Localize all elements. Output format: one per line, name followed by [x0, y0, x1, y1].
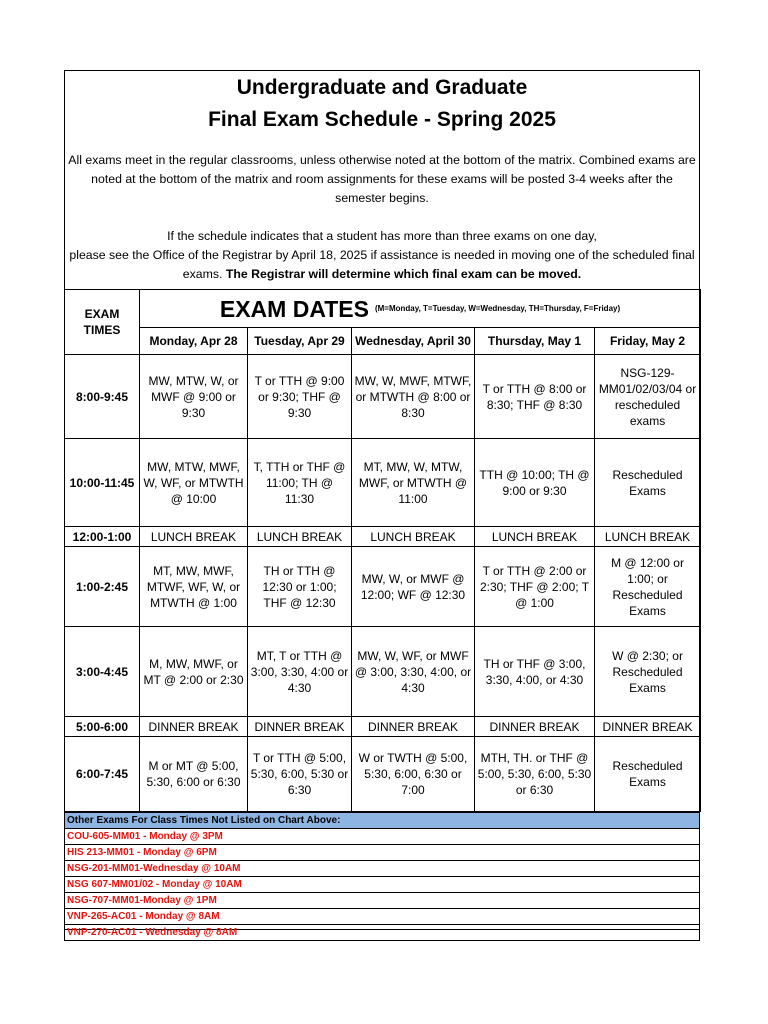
title-line-2: Final Exam Schedule - Spring 2025: [208, 108, 556, 131]
exam-cell: DINNER BREAK: [248, 717, 352, 737]
day-header: Friday, May 2: [595, 328, 701, 355]
table-row: [65, 547, 701, 627]
time-slot: 5:00-6:00: [65, 717, 140, 737]
exam-cell: T or TTH @ 8:00 or 8:30; THF @ 8:30: [475, 355, 595, 439]
exam-cell: MW, W, WF, or MWF @ 3:00, 3:30, 4:00, or 4:30: [352, 627, 475, 717]
exam-cell: W or TWTH @ 5:00, 5:30, 6:00, 6:30 or 7:00: [352, 737, 475, 812]
table-row: [65, 627, 701, 717]
exam-cell: T, TTH or THF @ 11:00; TH @ 11:30: [248, 439, 352, 527]
exam-cell: MT, MW, MWF, MTWF, WF, W, or MTWTH @ 1:00: [140, 547, 248, 627]
exam-cell: TH or TTH @ 12:30 or 1:00; THF @ 12:30: [248, 547, 352, 627]
time-slot: 1:00-2:45: [65, 547, 140, 627]
exam-dates-header: [140, 290, 701, 328]
registrar-notice: [66, 227, 698, 284]
table-row: [65, 737, 701, 812]
exam-schedule-table: [64, 289, 701, 812]
exam-cell: M, MW, MWF, or MT @ 2:00 or 2:30: [140, 627, 248, 717]
notice-bold: The Registrar will determine which final exam can be moved.: [225, 267, 582, 281]
exam-cell: Rescheduled Exams: [595, 439, 701, 527]
other-exam-item: COU-605-MM01 - Monday @ 3PM: [65, 829, 700, 845]
day-header: Thursday, May 1: [475, 328, 595, 355]
exam-cell: T or TTH @ 2:00 or 2:30; THF @ 2:00; T @ 1:00: [475, 547, 595, 627]
day-header: Wednesday, April 30: [352, 328, 475, 355]
notice-line-2: please see the Office of the Registrar by April 18, 2025 if assistance is needed in moving one of the scheduled final exams.: [69, 248, 695, 281]
exam-cell: DINNER BREAK: [475, 717, 595, 737]
exam-cell: MT, T or TTH @ 3:00, 3:30, 4:00 or 4:30: [248, 627, 352, 717]
exam-cell: M @ 12:00 or 1:00; or Rescheduled Exams: [595, 547, 701, 627]
other-exams-header: Other Exams For Class Times Not Listed on Chart Above:: [65, 813, 700, 829]
exam-cell: LUNCH BREAK: [140, 527, 248, 547]
title-line-1: Undergraduate and Graduate: [236, 76, 528, 99]
exam-cell: TH or THF @ 3:00, 3:30, 4:00, or 4:30: [475, 627, 595, 717]
exam-cell: T or TTH @ 9:00 or 9:30; THF @ 9:30: [248, 355, 352, 439]
exam-cell: MW, W, MWF, MTWF, or MTWTH @ 8:00 or 8:30: [352, 355, 475, 439]
other-exam-item: NSG-707-MM01-Monday @ 1PM: [65, 893, 700, 909]
time-slot: 8:00-9:45: [65, 355, 140, 439]
exam-cell: W @ 2:30; or Rescheduled Exams: [595, 627, 701, 717]
exam-cell: MW, MTW, W, or MWF @ 9:00 or 9:30: [140, 355, 248, 439]
table-row: [65, 527, 701, 547]
day-header: Tuesday, Apr 29: [248, 328, 352, 355]
exam-cell: LUNCH BREAK: [352, 527, 475, 547]
other-exam-item: HIS 213-MM01 - Monday @ 6PM: [65, 845, 700, 861]
exam-cell: NSG-129-MM01/02/03/04 or rescheduled exams: [595, 355, 701, 439]
intro-paragraph: All exams meet in the regular classrooms, unless otherwise noted at the bottom of the matrix. Combined exams are noted at the bottom of the matrix and room assignments for these exams will be posted 3-4 weeks after the semester begins.: [68, 153, 696, 205]
day-abbrev-legend: (M=Monday, T=Tuesday, W=Wednesday, TH=Thursday, F=Friday): [374, 303, 621, 313]
table-row: [65, 355, 701, 439]
time-slot: 10:00-11:45: [65, 439, 140, 527]
other-exam-item: NSG-201-MM01-Wednesday @ 10AM: [65, 861, 700, 877]
other-exam-item: NSG 607-MM01/02 - Monday @ 10AM: [65, 877, 700, 893]
time-slot: 6:00-7:45: [65, 737, 140, 812]
exam-times-header: EXAM TIMES: [65, 290, 140, 355]
exam-cell: TTH @ 10:00; TH @ 9:00 or 9:30: [475, 439, 595, 527]
exam-cell: MW, MTW, MWF, W, WF, or MTWTH @ 10:00: [140, 439, 248, 527]
exam-cell: DINNER BREAK: [140, 717, 248, 737]
time-slot: 12:00-1:00: [65, 527, 140, 547]
exam-cell: MTH, TH. or THF @ 5:00, 5:30, 6:00, 5:30 or 6:30: [475, 737, 595, 812]
other-exams-table: [64, 812, 700, 941]
exam-cell: MW, W, or MWF @ 12:00; WF @ 12:30: [352, 547, 475, 627]
time-slot: 3:00-4:45: [65, 627, 140, 717]
exam-cell: LUNCH BREAK: [248, 527, 352, 547]
exam-cell: T or TTH @ 5:00, 5:30, 6:00, 5:30 or 6:30: [248, 737, 352, 812]
table-row: [65, 717, 701, 737]
exam-cell: Rescheduled Exams: [595, 737, 701, 812]
exam-cell: LUNCH BREAK: [595, 527, 701, 547]
exam-cell: DINNER BREAK: [595, 717, 701, 737]
exam-dates-label: EXAM DATES: [219, 295, 369, 322]
notice-line-1: If the schedule indicates that a student has more than three exams on one day,: [167, 229, 597, 243]
table-row: [65, 439, 701, 527]
other-exam-item: VNP-265-AC01 - Monday @ 8AM: [65, 909, 700, 925]
day-header: Monday, Apr 28: [140, 328, 248, 355]
exam-cell: MT, MW, W, MTW, MWF, or MTWTH @ 11:00: [352, 439, 475, 527]
exam-cell: M or MT @ 5:00, 5:30, 6:00 or 6:30: [140, 737, 248, 812]
exam-cell: DINNER BREAK: [352, 717, 475, 737]
other-exam-item: VNP-270-AC01 - Wednesday @ 8AM: [65, 925, 700, 941]
exam-cell: LUNCH BREAK: [475, 527, 595, 547]
